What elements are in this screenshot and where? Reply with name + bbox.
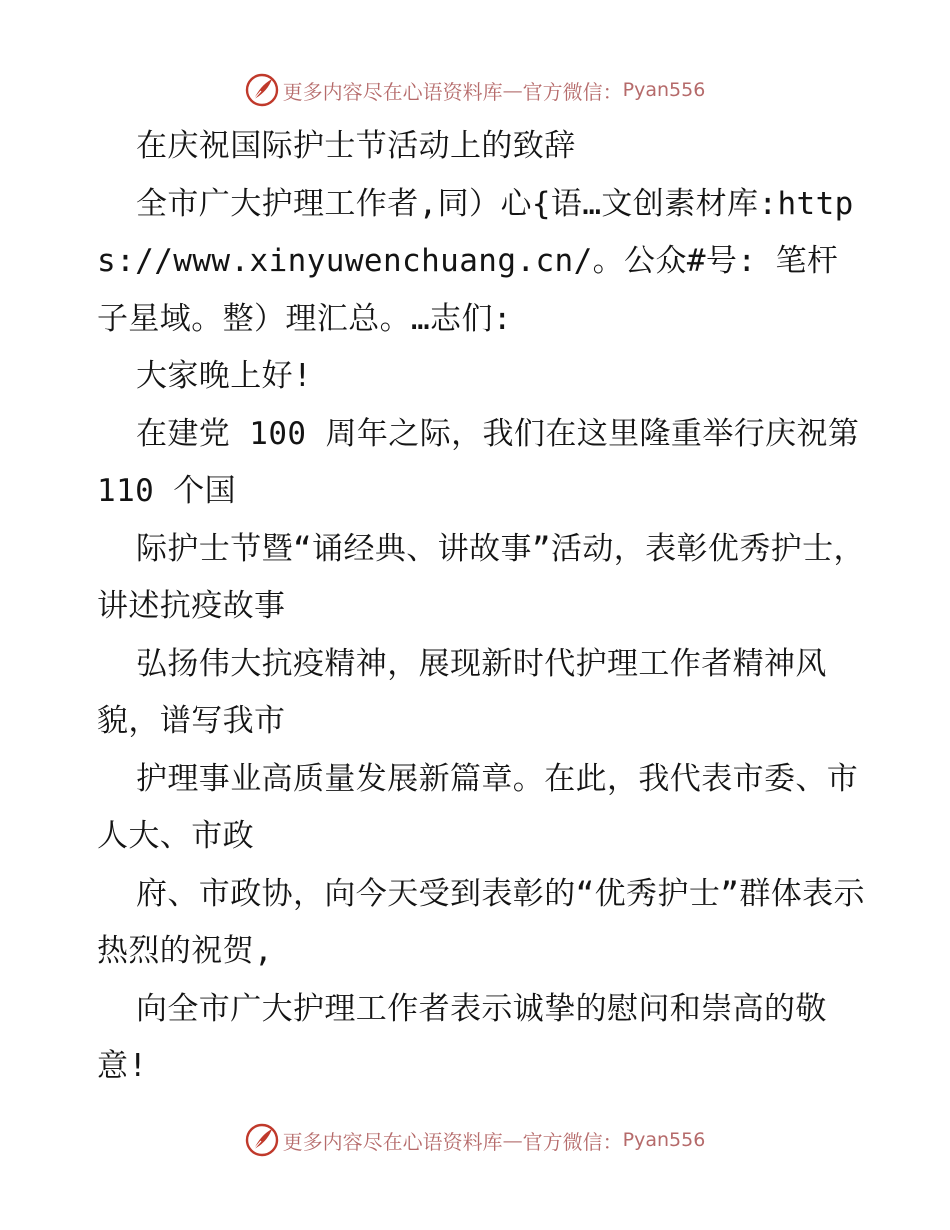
banner-text: 更多内容尽在心语资料库 [282, 79, 503, 104]
document-body [97, 118, 867, 1096]
footer-banner[interactable] [0, 1120, 950, 1160]
banner-wechat-id: Pyan556 [622, 1129, 706, 1151]
paragraph-1: 全市广大护理工作者,同）心{语…文创素材库:https://www.xinyuwenchuang.cn/。公众#号: 笔杆子星域。整）理汇总。…志们: [97, 185, 854, 337]
banner-wechat-label: 官方微信： [522, 1129, 623, 1154]
paragraph-4: 际护士节暨“诵经典、讲故事”活动，表彰优秀护士，讲述抗疫故事 [97, 530, 865, 624]
banner-separator: — [502, 1128, 523, 1152]
banner-wechat-id: Pyan556 [622, 79, 706, 101]
banner-separator: — [502, 78, 523, 102]
document-title: 在庆祝国际护士节活动上的致辞 [136, 128, 576, 164]
paragraph-5: 弘扬伟大抗疫精神，展现新时代护理工作者精神风貌，谱写我市 [97, 645, 827, 739]
banner-wechat-label: 官方微信： [522, 79, 623, 104]
quill-pen-logo-icon [245, 1123, 279, 1157]
paragraph-7: 府、市政协，向今天受到表彰的“优秀护士”群体表示热烈的祝贺, [97, 875, 865, 969]
header-banner[interactable] [0, 70, 950, 110]
paragraph-3: 在建党 100 周年之际，我们在这里隆重举行庆祝第 110 个国 [97, 415, 860, 509]
paragraph-8: 向全市广大护理工作者表示诚挚的慰问和崇高的敬意! [97, 990, 827, 1084]
banner-text: 更多内容尽在心语资料库 [282, 1129, 503, 1154]
paragraph-6: 护理事业高质量发展新篇章。在此，我代表市委、市人大、市政 [97, 760, 859, 854]
paragraph-2: 大家晚上好! [136, 358, 313, 394]
quill-pen-logo-icon [245, 73, 279, 107]
